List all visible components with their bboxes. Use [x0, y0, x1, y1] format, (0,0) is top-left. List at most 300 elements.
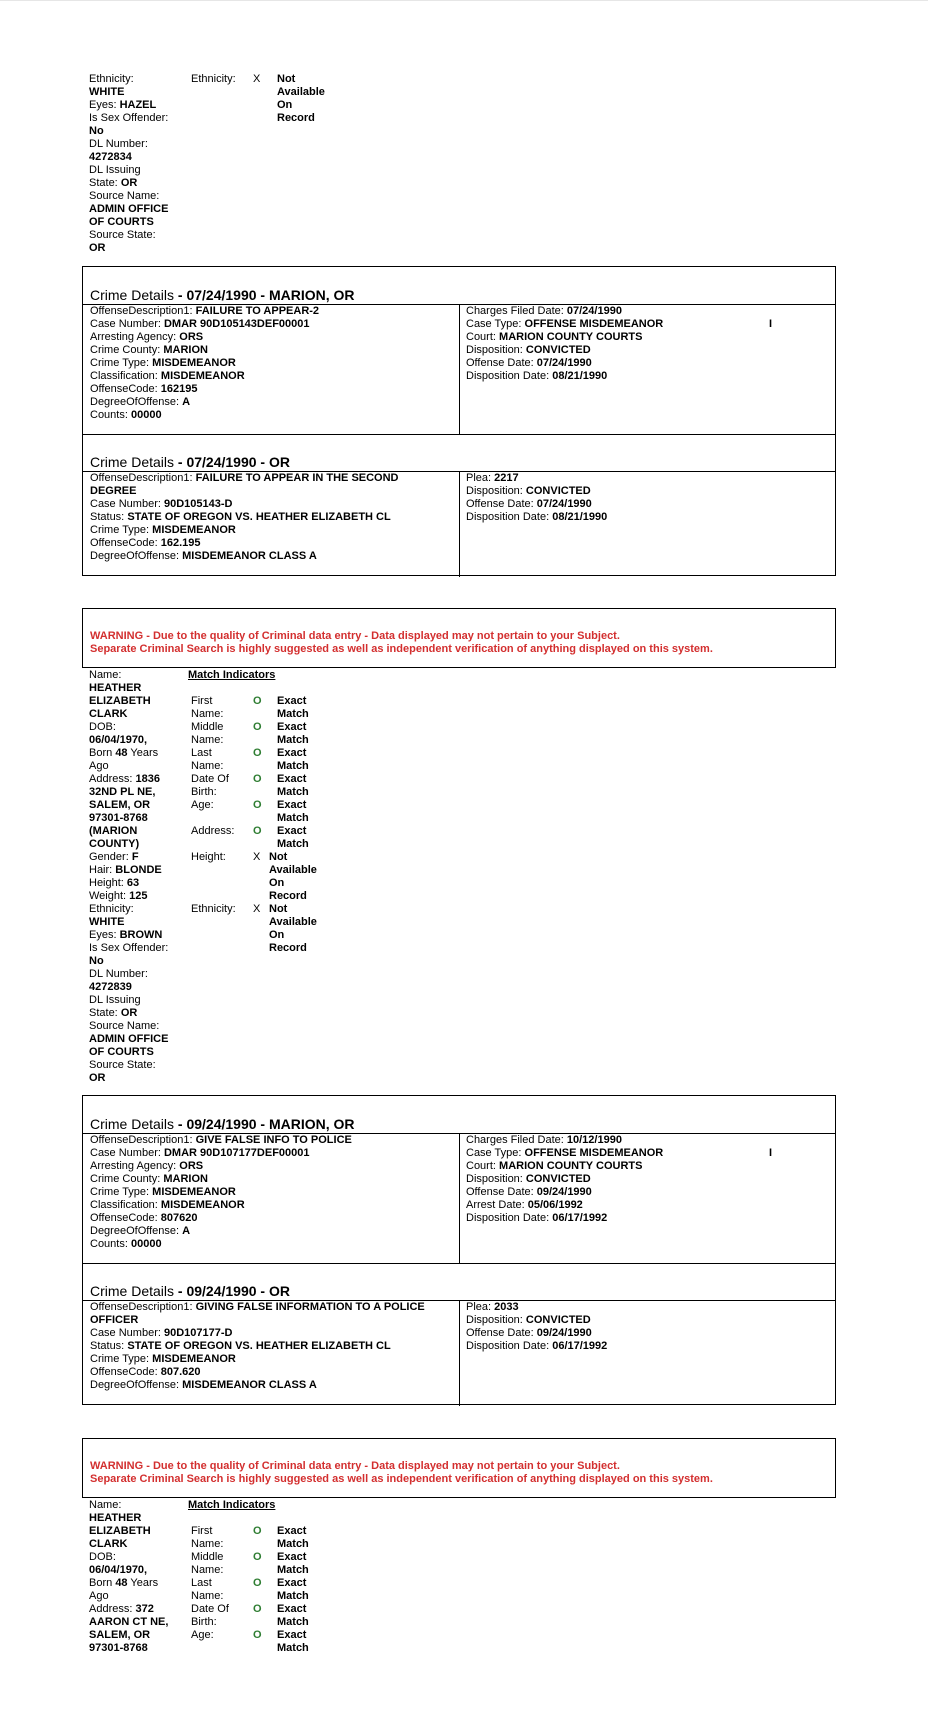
match-last-name: [191, 747, 351, 773]
label: Offense Date:: [466, 498, 534, 510]
match-label: Name:: [191, 760, 224, 772]
crime-left-column: [90, 305, 450, 422]
match-label: Birth:: [191, 1616, 217, 1628]
gender-value: F: [131, 851, 139, 863]
label: Ethnicity:: [89, 903, 134, 915]
dl-state-value: OR: [120, 1007, 138, 1019]
match-ok-icon: O: [253, 1551, 262, 1563]
crime-left-column: [90, 472, 450, 563]
height-value: 63: [126, 877, 140, 889]
match-result: On: [277, 99, 293, 111]
offense-code: 162195: [160, 383, 198, 395]
match-label: Last: [191, 1577, 212, 1589]
match-result: Match: [277, 812, 309, 824]
label: Arrest Date:: [466, 1199, 525, 1211]
no-match-icon: X: [253, 903, 261, 915]
case-type: OFFENSE MISDEMEANOR: [524, 1147, 664, 1159]
label: Plea:: [466, 472, 492, 484]
offense-description: FAILURE TO APPEAR IN THE SECOND: [195, 472, 399, 484]
label: Offense Date:: [466, 357, 534, 369]
address-value: SALEM, OR: [89, 799, 151, 811]
match-label: Date Of: [191, 1603, 229, 1615]
match-result: Match: [277, 1616, 309, 1628]
match-label: Age:: [191, 799, 214, 811]
match-result: Exact: [277, 1629, 307, 1641]
label: State:: [89, 177, 118, 189]
match-label: Ethnicity:: [191, 903, 236, 915]
label: Crime Type:: [90, 524, 150, 536]
no-match-icon: X: [253, 73, 261, 85]
crime-county: MARION: [163, 1173, 208, 1185]
label: Status:: [90, 1340, 125, 1352]
label: OffenseCode:: [90, 537, 158, 549]
label: Weight:: [89, 890, 127, 902]
match-label: Date Of: [191, 773, 229, 785]
label: Counts:: [90, 1238, 128, 1250]
label: Hair:: [89, 864, 113, 876]
match-label: Height:: [191, 851, 226, 863]
label: Court:: [466, 1160, 496, 1172]
label: Crime County:: [90, 1173, 161, 1185]
disposition-date: 08/21/1990: [552, 370, 608, 382]
match-result: Exact: [277, 773, 307, 785]
marker-glyph: I: [769, 318, 773, 330]
warning-box: [82, 1438, 836, 1498]
match-label: Age:: [191, 1629, 214, 1641]
label: Crime Details: [90, 1116, 175, 1132]
case-type: OFFENSE MISDEMEANOR: [524, 318, 664, 330]
match-middle-name: [191, 721, 351, 747]
match-indicators-heading: Match Indicators: [188, 669, 276, 681]
divider: [459, 471, 460, 577]
source-state-value: OR: [89, 242, 106, 254]
match-first-name: [191, 1525, 351, 1551]
match-result: Match: [277, 838, 309, 850]
label: Counts:: [90, 409, 128, 421]
offense-code: 807.620: [160, 1366, 201, 1378]
plea: 2033: [494, 1301, 519, 1313]
address-value: AARON CT NE,: [89, 1616, 169, 1628]
disposition: CONVICTED: [525, 1314, 591, 1326]
match-age: [191, 1629, 351, 1655]
label: Classification:: [90, 1199, 158, 1211]
crime-county: MARION: [163, 344, 208, 356]
age-value: 48: [115, 747, 128, 759]
source-name-value: ADMIN OFFICE: [89, 1033, 169, 1045]
divider: [459, 1300, 460, 1406]
label: Disposition Date:: [466, 370, 550, 382]
crime-details-set-1: [82, 266, 836, 576]
label: Disposition Date:: [466, 1212, 550, 1224]
label: Case Type:: [466, 318, 522, 330]
match-ok-icon: O: [253, 721, 262, 733]
dl-number-value: 4272834: [89, 151, 132, 163]
label: Case Type:: [466, 1147, 522, 1159]
warning-text: Separate Criminal Search is highly suggested as well as independent verification of anything displayed on this system.: [90, 643, 713, 655]
label: Years: [130, 747, 159, 759]
match-result: Available: [269, 916, 317, 928]
match-indicators-heading: Match Indicators: [188, 1499, 276, 1511]
match-date-of-birth: [191, 773, 351, 799]
label: Born: [89, 747, 113, 759]
match-result: Exact: [277, 825, 307, 837]
match-result: Match: [277, 760, 309, 772]
label: Source State:: [89, 229, 156, 241]
match-date-of-birth: [191, 1603, 351, 1629]
name-value: ELIZABETH: [89, 695, 151, 707]
arresting-agency: ORS: [179, 1160, 204, 1172]
label: DegreeOfOffense:: [90, 550, 180, 562]
match-ok-icon: O: [253, 1629, 262, 1641]
warning-text: WARNING - Due to the quality of Criminal data entry - Data displayed may not pertain to your Subject.: [90, 630, 620, 642]
match-result: On: [269, 877, 285, 889]
classification: MISDEMEANOR: [160, 1199, 245, 1211]
label: Ago: [89, 760, 109, 772]
source-name-value: ADMIN OFFICE: [89, 203, 169, 215]
match-result: Exact: [277, 1577, 307, 1589]
person-record-3: [89, 1499, 179, 1655]
match-result: Match: [277, 1538, 309, 1550]
match-label: Last: [191, 747, 212, 759]
crime-right-column: [466, 1134, 766, 1225]
crime-type: MISDEMEANOR: [152, 1186, 236, 1198]
label: Classification:: [90, 370, 158, 382]
label: Case Number:: [90, 1327, 161, 1339]
offense-code: 807620: [160, 1212, 198, 1224]
label: DegreeOfOffense:: [90, 1225, 180, 1237]
match-result: Available: [277, 86, 325, 98]
match-last-name: [191, 1577, 351, 1603]
address-value: 32ND PL NE,: [89, 786, 156, 798]
label: DL Number:: [89, 968, 148, 980]
crime-title: [90, 454, 290, 470]
divider: [83, 1263, 835, 1264]
label: Disposition:: [466, 1314, 523, 1326]
label: Case Number:: [90, 498, 161, 510]
label: Name:: [89, 669, 122, 681]
match-result: On: [269, 929, 285, 941]
name-value: HEATHER: [89, 682, 142, 694]
match-result: Match: [277, 1642, 309, 1654]
match-ok-icon: O: [253, 1525, 262, 1537]
match-address: [191, 825, 351, 851]
crime-type: MISDEMEANOR: [152, 1353, 236, 1365]
match-first-name: [191, 695, 351, 721]
label: OffenseDescription1:: [90, 305, 193, 317]
offense-description: GIVING FALSE INFORMATION TO A POLICE: [195, 1301, 425, 1313]
crime-right-column: [466, 472, 766, 524]
match-result: Exact: [277, 1603, 307, 1615]
match-result: Record: [269, 942, 307, 954]
address-value: 372: [135, 1603, 154, 1615]
label: Charges Filed Date:: [466, 1134, 564, 1146]
name-value: HEATHER: [89, 1512, 142, 1524]
warning-text: WARNING - Due to the quality of Criminal data entry - Data displayed may not pertain to your Subject.: [90, 1460, 620, 1472]
classification: MISDEMEANOR: [160, 370, 245, 382]
label: Arresting Agency:: [90, 331, 177, 343]
offense-date: 09/24/1990: [536, 1327, 592, 1339]
label: OffenseCode:: [90, 1212, 158, 1224]
label: Eyes:: [89, 99, 117, 111]
label: Case Number:: [90, 318, 161, 330]
dl-number-value: 4272839: [89, 981, 132, 993]
label: DegreeOfOffense:: [90, 1379, 180, 1391]
label: Offense Date:: [466, 1186, 534, 1198]
offense-description: DEGREE: [90, 485, 137, 497]
label: Address:: [89, 773, 133, 785]
label: OffenseCode:: [90, 383, 158, 395]
dob-value: 06/04/1970,: [89, 734, 148, 746]
label: Crime Details: [90, 287, 175, 303]
disposition-date: 08/21/1990: [552, 511, 608, 523]
match-label: First: [191, 695, 213, 707]
label: Is Sex Offender:: [89, 942, 169, 954]
match-label: Name:: [191, 1590, 224, 1602]
name-value: CLARK: [89, 708, 128, 720]
offense-date: 07/24/1990: [536, 498, 592, 510]
disposition-date: 06/17/1992: [552, 1340, 608, 1352]
match-age: [191, 799, 351, 825]
label: Gender:: [89, 851, 129, 863]
crime-title-value: - 09/24/1990 - OR: [177, 1283, 290, 1299]
label: Source Name:: [89, 1020, 160, 1032]
page-top-border: [0, 0, 928, 1]
label: Name:: [89, 1499, 122, 1511]
eyes-value: HAZEL: [119, 99, 157, 111]
eyes-value: BROWN: [119, 929, 163, 941]
match-ethnicity: [191, 903, 351, 955]
match-ok-icon: O: [253, 1577, 262, 1589]
match-middle-name: [191, 1551, 351, 1577]
person-record-2: [89, 669, 179, 1085]
label: DL Issuing: [89, 994, 141, 1006]
match-result: Match: [277, 1564, 309, 1576]
label: Disposition Date:: [466, 511, 550, 523]
label: Crime Type:: [90, 1186, 150, 1198]
case-number: 90D107177-D: [163, 1327, 233, 1339]
match-ok-icon: O: [253, 747, 262, 759]
match-result: Match: [277, 708, 309, 720]
match-result: Record: [277, 112, 315, 124]
label: Crime Details: [90, 1283, 175, 1299]
match-result: Exact: [277, 695, 307, 707]
match-ok-icon: O: [253, 1603, 262, 1615]
hair-value: BLONDE: [115, 864, 162, 876]
label: Court:: [466, 331, 496, 343]
ethnicity-value: WHITE: [89, 916, 125, 928]
match-result: Not: [269, 851, 288, 863]
disposition: CONVICTED: [525, 485, 591, 497]
marker-glyph: I: [769, 1147, 773, 1159]
match-ethnicity: [191, 73, 351, 133]
label: Height:: [89, 877, 124, 889]
crime-title-value: - 07/24/1990 - OR: [177, 454, 290, 470]
label: OffenseCode:: [90, 1366, 158, 1378]
crime-details-set-2: [82, 1095, 836, 1405]
crime-title: [90, 1116, 355, 1132]
match-result: Match: [277, 1590, 309, 1602]
case-number: 90D105143-D: [163, 498, 233, 510]
case-number: DMAR 90D105143DEF00001: [163, 318, 310, 330]
person-record-0: [89, 73, 179, 255]
crime-title: [90, 287, 355, 303]
match-result: Not: [277, 73, 296, 85]
label: State:: [89, 1007, 118, 1019]
label: Eyes:: [89, 929, 117, 941]
status: STATE OF OREGON VS. HEATHER ELIZABETH CL: [127, 1340, 391, 1352]
label: DOB:: [89, 1551, 116, 1563]
match-label: First: [191, 1525, 213, 1537]
label: Crime County:: [90, 344, 161, 356]
label: OffenseDescription1:: [90, 1134, 193, 1146]
label: Disposition Date:: [466, 1340, 550, 1352]
charges-filed-date: 07/24/1990: [566, 305, 622, 317]
sex-offender-value: No: [89, 955, 104, 967]
status: STATE OF OREGON VS. HEATHER ELIZABETH CL: [127, 511, 391, 523]
source-name-value: OF COURTS: [89, 216, 154, 228]
disposition-date: 06/17/1992: [552, 1212, 608, 1224]
label: DegreeOfOffense:: [90, 396, 180, 408]
name-value: CLARK: [89, 1538, 128, 1550]
match-label: Name:: [191, 1538, 224, 1550]
label: Born: [89, 1577, 113, 1589]
crime-title-value: - 09/24/1990 - MARION, OR: [177, 1116, 355, 1132]
match-result: Exact: [277, 799, 307, 811]
degree-of-offense: MISDEMEANOR CLASS A: [182, 1379, 317, 1391]
label: Ago: [89, 1590, 109, 1602]
label: Status:: [90, 511, 125, 523]
address-value: 97301-8768: [89, 812, 148, 824]
label: Source State:: [89, 1059, 156, 1071]
degree-of-offense: A: [182, 1225, 191, 1237]
address-value: 1836: [135, 773, 160, 785]
label: Plea:: [466, 1301, 492, 1313]
crime-type: MISDEMEANOR: [152, 357, 236, 369]
match-result: Available: [269, 864, 317, 876]
offense-date: 09/24/1990: [536, 1186, 592, 1198]
label: Arresting Agency:: [90, 1160, 177, 1172]
match-label: Name:: [191, 708, 224, 720]
label: DOB:: [89, 721, 116, 733]
court: MARION COUNTY COURTS: [499, 1160, 643, 1172]
match-result: Exact: [277, 1551, 307, 1563]
crime-type: MISDEMEANOR: [152, 524, 236, 536]
label: Disposition:: [466, 344, 523, 356]
age-value: 48: [115, 1577, 128, 1589]
match-label: Address:: [191, 825, 235, 837]
charges-filed-date: 10/12/1990: [566, 1134, 622, 1146]
match-result: Not: [269, 903, 288, 915]
match-ok-icon: O: [253, 799, 262, 811]
arrest-date: 05/06/1992: [527, 1199, 583, 1211]
degree-of-offense: MISDEMEANOR CLASS A: [182, 550, 317, 562]
match-label: Birth:: [191, 786, 217, 798]
match-ok-icon: O: [253, 773, 262, 785]
match-label: Name:: [191, 1564, 224, 1576]
crime-right-column: [466, 305, 766, 383]
dl-state-value: OR: [120, 177, 138, 189]
label: Case Number:: [90, 1147, 161, 1159]
crime-left-column: [90, 1301, 450, 1392]
label: DL Issuing: [89, 164, 141, 176]
divider: [459, 304, 460, 434]
source-state-value: OR: [89, 1072, 106, 1084]
label: Charges Filed Date:: [466, 305, 564, 317]
crime-left-column: [90, 1134, 450, 1251]
offense-description: OFFICER: [90, 1314, 139, 1326]
label: Crime Details: [90, 454, 175, 470]
case-number: DMAR 90D107177DEF00001: [163, 1147, 310, 1159]
match-result: Match: [277, 786, 309, 798]
divider: [83, 434, 835, 435]
match-result: Exact: [277, 747, 307, 759]
crime-title: [90, 1283, 290, 1299]
offense-description: FAILURE TO APPEAR-2: [195, 305, 320, 317]
plea: 2217: [494, 472, 519, 484]
address-value: SALEM, OR: [89, 1629, 151, 1641]
disposition: CONVICTED: [525, 344, 591, 356]
offense-description: GIVE FALSE INFO TO POLICE: [195, 1134, 352, 1146]
match-label: Middle: [191, 1551, 224, 1563]
counts: 00000: [130, 1238, 162, 1250]
address-value: 97301-8768: [89, 1642, 148, 1654]
match-result: Exact: [277, 721, 307, 733]
match-label: Middle: [191, 721, 224, 733]
warning-text: Separate Criminal Search is highly suggested as well as independent verification of anything displayed on this system.: [90, 1473, 713, 1485]
offense-date: 07/24/1990: [536, 357, 592, 369]
label: Offense Date:: [466, 1327, 534, 1339]
name-value: ELIZABETH: [89, 1525, 151, 1537]
ethnicity-value: WHITE: [89, 86, 125, 98]
counts: 00000: [130, 409, 162, 421]
label: Address:: [89, 1603, 133, 1615]
warning-box: [82, 608, 836, 668]
crime-right-column: [466, 1301, 766, 1353]
court: MARION COUNTY COURTS: [499, 331, 643, 343]
match-ok-icon: O: [253, 695, 262, 707]
label: Ethnicity:: [89, 73, 134, 85]
crime-title-value: - 07/24/1990 - MARION, OR: [177, 287, 355, 303]
disposition: CONVICTED: [525, 1173, 591, 1185]
label: Disposition:: [466, 1173, 523, 1185]
match-label: Name:: [191, 734, 224, 746]
arresting-agency: ORS: [179, 331, 204, 343]
address-value: (MARION: [89, 825, 138, 837]
match-height: [191, 851, 351, 903]
label: Crime Type:: [90, 357, 150, 369]
no-match-icon: X: [253, 851, 261, 863]
label: Source Name:: [89, 190, 160, 202]
weight-value: 125: [129, 890, 148, 902]
divider: [459, 1133, 460, 1263]
match-result: Record: [269, 890, 307, 902]
match-result: Match: [277, 734, 309, 746]
label: Is Sex Offender:: [89, 112, 169, 124]
source-name-value: OF COURTS: [89, 1046, 154, 1058]
label: OffenseDescription1:: [90, 472, 193, 484]
degree-of-offense: A: [182, 396, 191, 408]
address-value: COUNTY): [89, 838, 140, 850]
label: OffenseDescription1:: [90, 1301, 193, 1313]
label: Disposition:: [466, 485, 523, 497]
offense-code: 162.195: [160, 537, 201, 549]
match-label: Ethnicity:: [191, 73, 236, 85]
match-ok-icon: O: [253, 825, 262, 837]
label: DL Number:: [89, 138, 148, 150]
label: Years: [130, 1577, 159, 1589]
sex-offender-value: No: [89, 125, 104, 137]
label: Crime Type:: [90, 1353, 150, 1365]
